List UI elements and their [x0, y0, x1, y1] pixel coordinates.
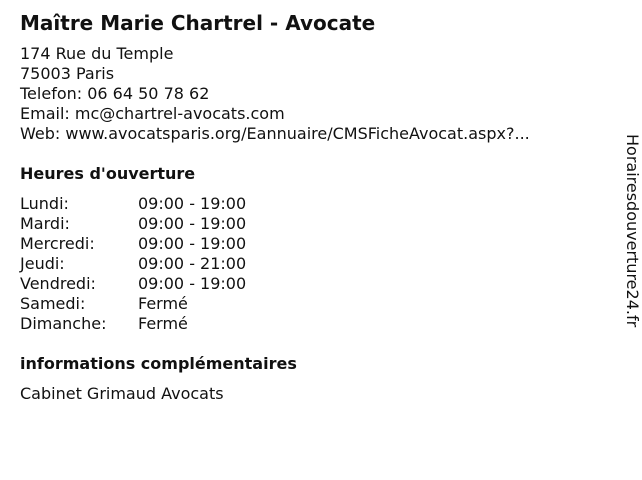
hours-row-monday — [20, 194, 246, 214]
time-range: 09:00 - 21:00 — [138, 254, 247, 273]
hours-row-sunday — [20, 314, 246, 334]
city-postcode: 75003 Paris — [20, 64, 115, 83]
additional-info-text: Cabinet Grimaud Avocats — [20, 384, 224, 403]
website-line: Web: www.avocatsparis.org/Eannuaire/CMSFicheAvocat.aspx?... — [20, 124, 530, 143]
hours-row-saturday — [20, 294, 246, 314]
time-range: 09:00 - 19:00 — [138, 214, 247, 233]
day-label: Mardi: — [20, 214, 70, 233]
street-address: 174 Rue du Temple — [20, 44, 174, 63]
day-label: Lundi: — [20, 194, 69, 213]
time-range: 09:00 - 19:00 — [138, 194, 247, 213]
page-title: Maître Marie Chartrel - Avocate — [20, 11, 376, 35]
day-label: Jeudi: — [20, 254, 65, 273]
hours-row-tuesday — [20, 214, 246, 234]
time-range: Fermé — [138, 294, 188, 313]
site-watermark — [622, 134, 642, 374]
opening-hours-table — [20, 194, 246, 334]
time-range: Fermé — [138, 314, 188, 333]
day-label: Dimanche: — [20, 314, 107, 333]
day-label: Mercredi: — [20, 234, 95, 253]
email-line: Email: mc@chartrel-avocats.com — [20, 104, 285, 123]
day-label: Samedi: — [20, 294, 86, 313]
time-range: 09:00 - 19:00 — [138, 234, 247, 253]
site-watermark-text: Horairesdouverture24.fr — [623, 134, 642, 328]
phone-line: Telefon: 06 64 50 78 62 — [20, 84, 210, 103]
day-label: Vendredi: — [20, 274, 96, 293]
hours-row-friday — [20, 274, 246, 294]
opening-hours-heading: Heures d'ouverture — [20, 164, 196, 183]
additional-info-heading: informations complémentaires — [20, 354, 297, 373]
time-range: 09:00 - 19:00 — [138, 274, 247, 293]
contact-card — [20, 10, 600, 144]
hours-row-thursday — [20, 254, 246, 274]
hours-row-wednesday — [20, 234, 246, 254]
